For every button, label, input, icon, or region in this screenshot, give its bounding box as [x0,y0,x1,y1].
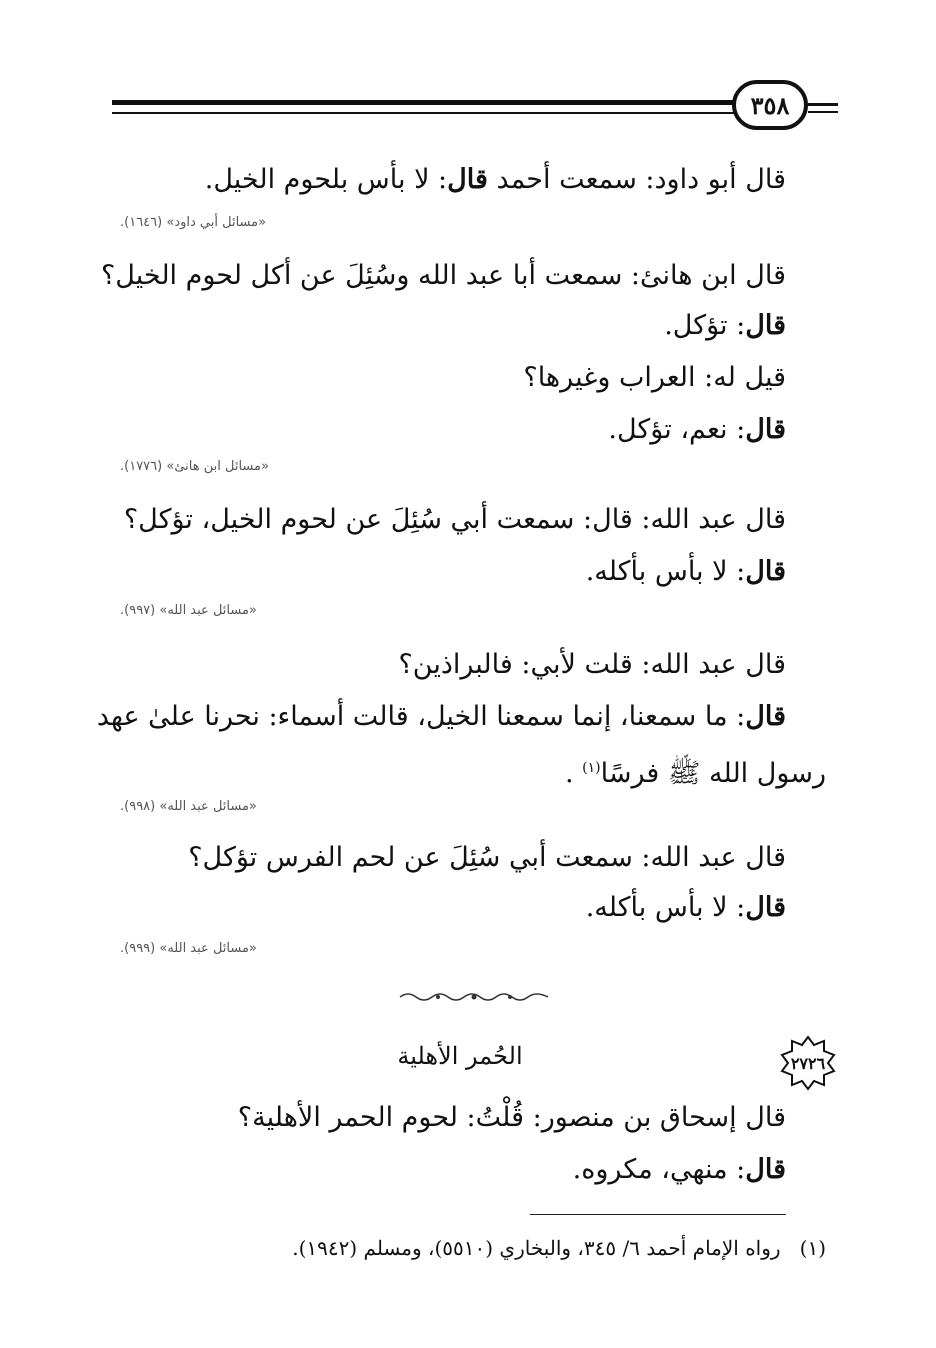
section-number-badge [778,1035,838,1091]
ornament-divider [398,990,550,1008]
text-line: قال ابن هانئ: سمعت أبا عبد الله وسُئِلَ عن أكل لحوم الخيل؟ [100,260,786,291]
footnote-marker: (١) [799,1236,826,1260]
source-citation: «مسائل أبي داود» (١٦٤٦). [120,215,267,230]
footnote-text: رواه الإمام أحمد ٦/ ٣٤٥، والبخاري (٥٥١٠)، ومسلم (١٩٤٢). [292,1236,781,1260]
source-citation: «مسائل عبد الله» (٩٩٩). [120,941,257,956]
header-rule [112,100,734,105]
text-line: قال عبد الله: سمعت أبي سُئِلَ عن لحم الفرس تؤكل؟ [188,842,786,873]
footnote [292,1232,826,1264]
text-line: قال: لا بأس بأكله. [585,892,786,923]
text-line: رسول الله ﷺ فرسًا$^{(١)}$ . [564,758,826,789]
section-title: الحُمر الأهلية [397,1042,523,1070]
text-line: قال: نعم، تؤكل. [608,414,786,445]
source-citation: «مسائل ابن هانئ» (١٧٧٦). [120,459,269,474]
text-line: قال عبد الله: قال: سمعت أبي سُئِلَ عن لحوم الخيل، تؤكل؟ [123,504,786,535]
page-number: ٣٥٨ [732,80,808,130]
footnote-separator [530,1214,786,1215]
header-rule-tail-thin [808,111,838,113]
footnote-reference: (١) [582,760,601,776]
section-number: ٢٧٢٦ [790,1053,826,1073]
text-line: قال: منهي، مكروه. [572,1154,786,1185]
header-rule-tail [808,103,838,106]
text-line: قال: تؤكل. [664,310,786,341]
header-rule-thin [112,112,734,114]
source-citation: «مسائل عبد الله» (٩٩٨). [120,799,257,814]
text-line: قال إسحاق بن منصور: قُلْتُ: لحوم الحمر الأهلية؟ [237,1102,786,1133]
text-line: قال أبو داود: سمعت أحمد قال: لا بأس بلحوم الخيل. [204,164,786,195]
text-line: قال عبد الله: قلت لأبي: فالبراذين؟ [398,649,786,680]
text-line: قال: ما سمعنا، إنما سمعنا الخيل، قالت أسماء: نحرنا علىٰ عهد [96,701,786,732]
source-citation: «مسائل عبد الله» (٩٩٧). [120,603,257,618]
text-line: قيل له: العراب وغيرها؟ [523,362,786,393]
text-line: قال: لا بأس بأكله. [585,556,786,587]
